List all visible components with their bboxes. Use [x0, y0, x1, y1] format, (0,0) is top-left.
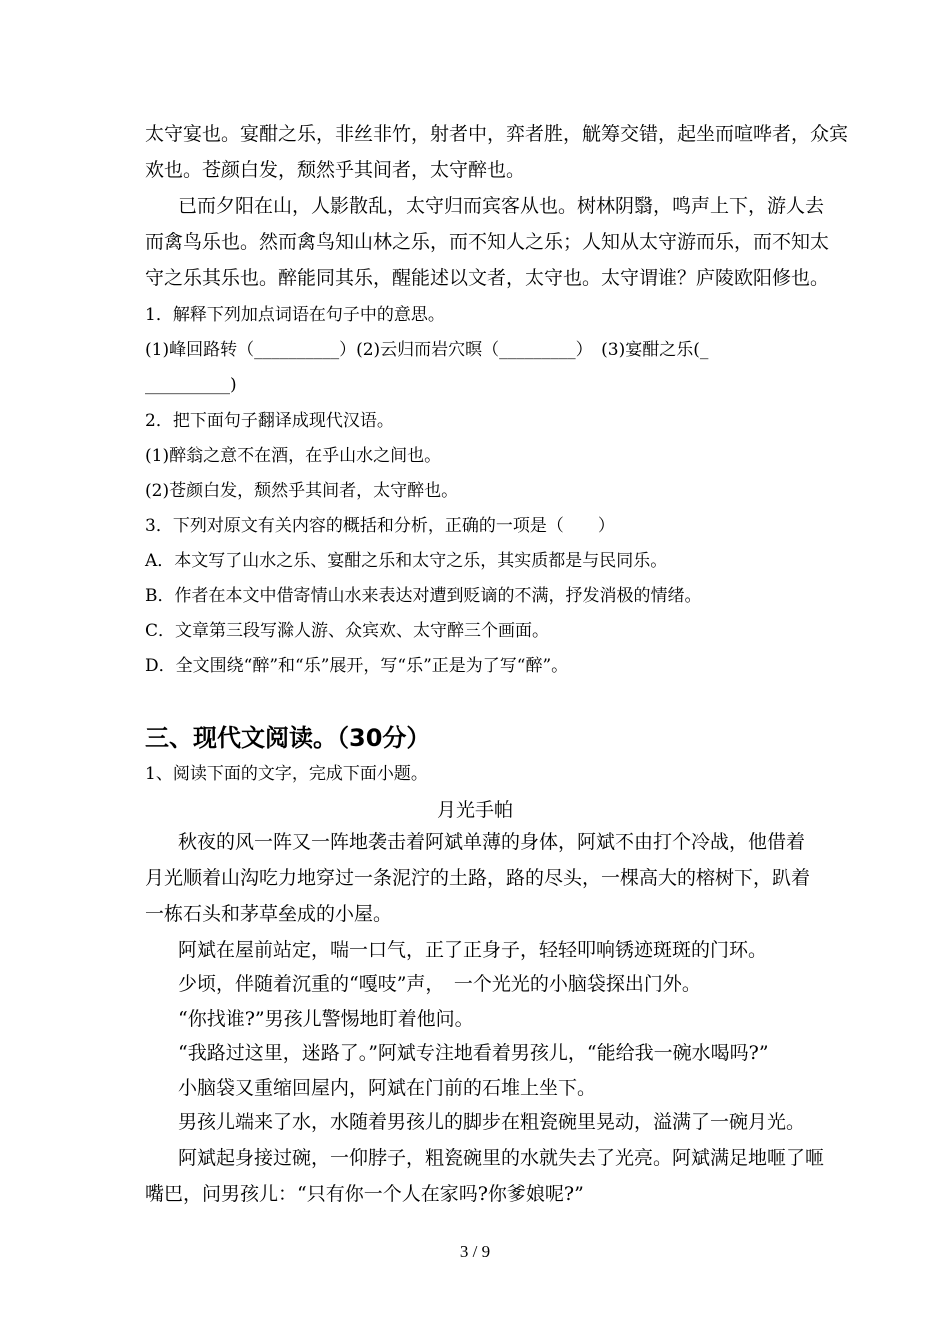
- story-line: “你找谁?”男孩儿警惕地盯着他问。: [178, 1008, 474, 1030]
- passage-line: 而禽鸟乐也。然而禽鸟知山林之乐，而不知人之乐；人知从太守游而乐，而不知太: [145, 231, 830, 253]
- passage-line: 已而夕阳在山，人影散乱，太守归而宾客从也。树林阴翳，鸣声上下，游人去: [178, 195, 825, 217]
- option-d: D．全文围绕“醉”和“乐”展开，写“乐”正是为了写“醉”。: [145, 656, 569, 676]
- option-a: A．本文写了山水之乐、宴酣之乐和太守之乐，其实质都是与民同乐。: [145, 551, 668, 571]
- story-line: 秋夜的风一阵又一阵地袭击着阿斌单薄的身体，阿斌不由打个冷战，他借着: [178, 831, 806, 853]
- passage-line: 守之乐其乐也。醉能同其乐，醒能述以文者，太守也。太守谓谁？庐陵欧阳修也。: [145, 267, 830, 289]
- passage-line: 太守宴也。宴酣之乐，非丝非竹，射者中，弈者胜，觥筹交错，起坐而喧哗者，众宾: [145, 123, 849, 145]
- passage-line: 欢也。苍颜白发，颓然乎其间者，太守醉也。: [145, 159, 526, 181]
- question-1-items: (1)峰回路转（__________）(2)云归而岩穴暝（_________） (3)宴酣之乐(_: [145, 340, 709, 360]
- question-1: 1．解释下列加点词语在句子中的意思。: [145, 305, 445, 325]
- question-2: 2．把下面句子翻译成现代汉语。: [145, 411, 394, 431]
- story-line: 男孩儿端来了水，水随着男孩儿的脚步在粗瓷碗里晃动，溢满了一碗月光。: [178, 1111, 806, 1133]
- question-3: 3．下列对原文有关内容的概括和分析，正确的一项是（ ）: [145, 516, 615, 536]
- story-line: 少顷，伴随着沉重的“嘎吱”声， 一个光光的小脑袋探出门外。: [178, 973, 701, 995]
- story-line: 小脑袋又重缩回屋内，阿斌在门前的石堆上坐下。: [178, 1077, 597, 1099]
- page-number: 3 / 9: [459, 1242, 491, 1261]
- option-c: C．文章第三段写滁人游、众宾欢、太守醉三个画面。: [145, 621, 550, 641]
- question-1-items-continued: __________): [145, 375, 237, 395]
- story-line: 嘴巴，问男孩儿：“只有你一个人在家吗?你爹娘呢?”: [145, 1183, 584, 1205]
- story-line: 阿斌在屋前站定，喘一口气，正了正身子，轻轻叩响锈迹斑斑的门环。: [178, 939, 768, 961]
- section-heading: 三、现代文阅读。（30分）: [145, 724, 431, 752]
- section-instruction: 1、阅读下面的文字，完成下面小题。: [145, 764, 428, 784]
- story-title: 月光手帕: [436, 799, 513, 821]
- story-line: 阿斌起身接过碗，一仰脖子，粗瓷碗里的水就失去了光亮。阿斌满足地咂了咂: [178, 1147, 825, 1169]
- story-line: “我路过这里，迷路了。”阿斌专注地看着男孩儿，“能给我一碗水喝吗?”: [178, 1042, 769, 1064]
- story-line: 月光顺着山沟吃力地穿过一条泥泞的土路，路的尽头，一棵高大的榕树下，趴着: [145, 867, 811, 889]
- story-line: 一栋石头和茅草垒成的小屋。: [145, 903, 393, 925]
- question-2-sentence-2: (2)苍颜白发，颓然乎其间者，太守醉也。: [145, 481, 459, 501]
- question-2-sentence-1: (1)醉翁之意不在酒，在乎山水之间也。: [145, 446, 442, 466]
- option-b: B．作者在本文中借寄情山水来表达对遭到贬谪的不满，抒发消极的情绪。: [145, 586, 702, 606]
